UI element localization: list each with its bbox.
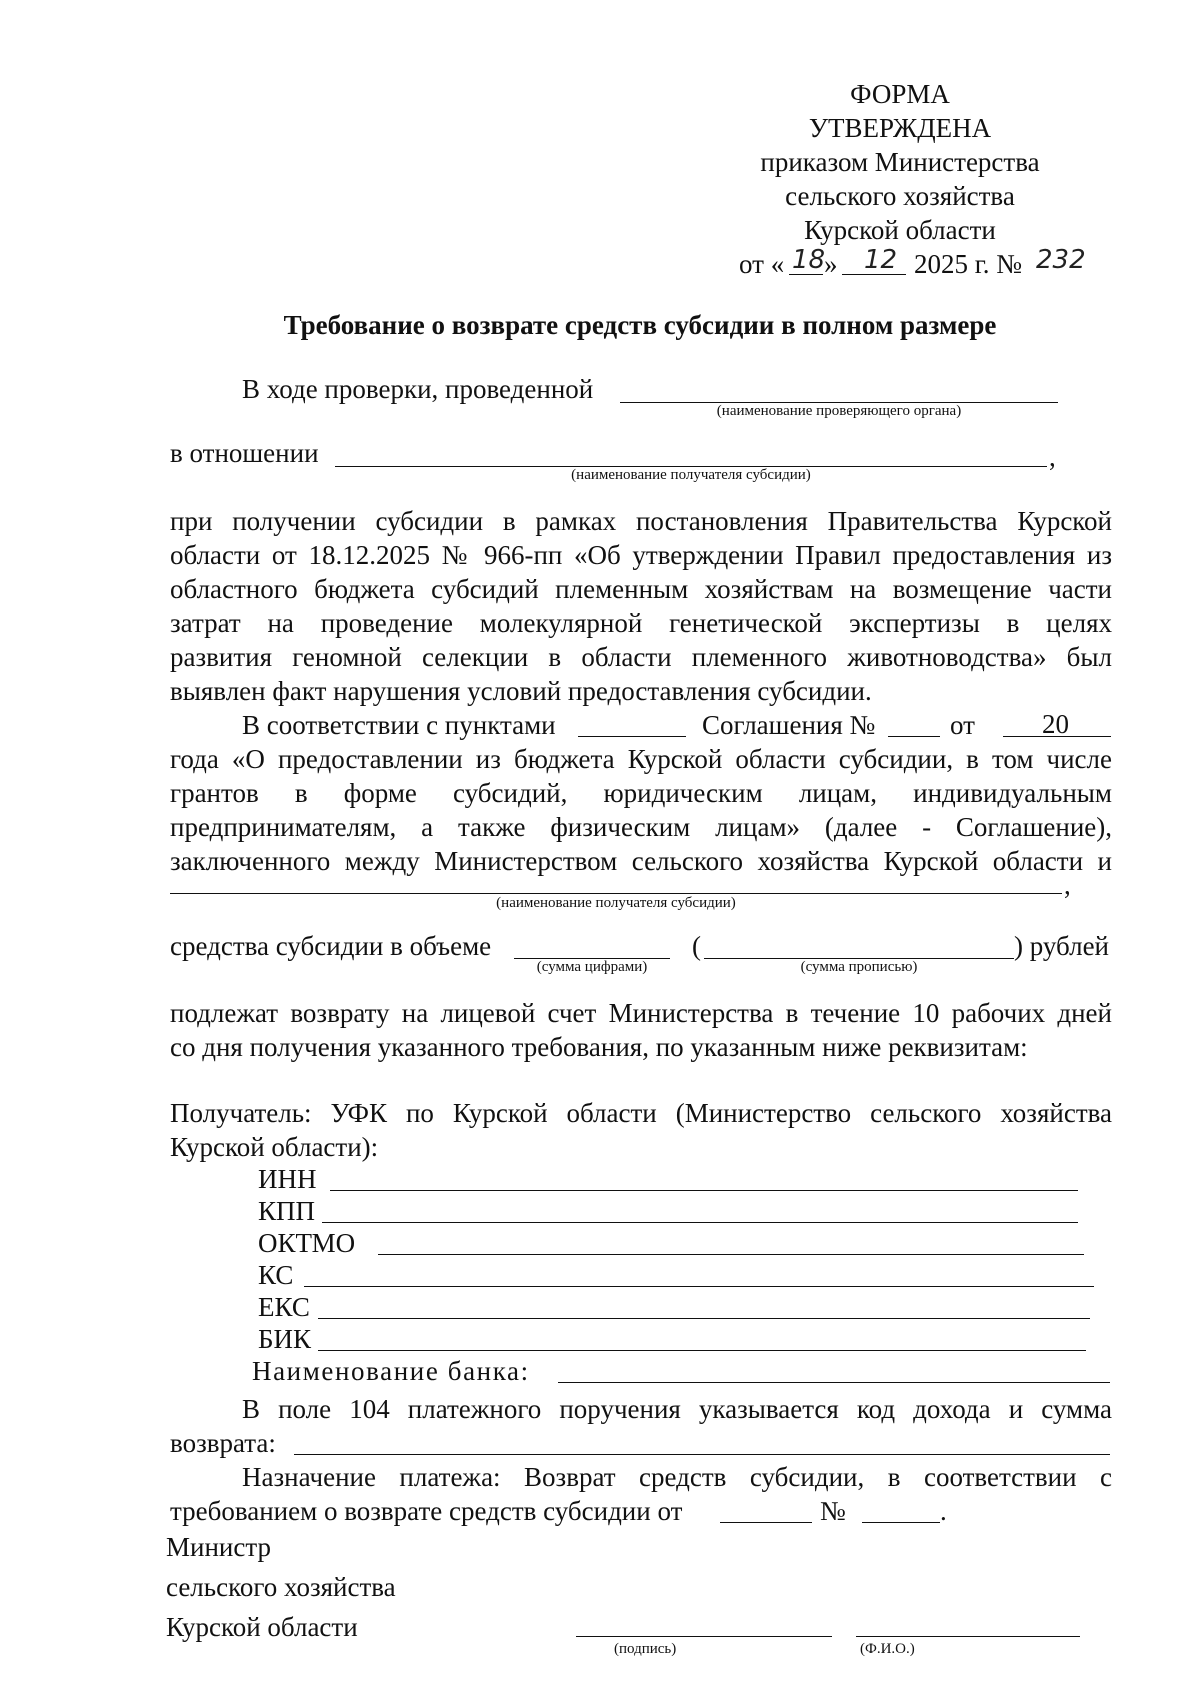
amount-rubles-text: ) рублей: [1014, 931, 1110, 961]
paragraph-line: предпринимателям, а также физическим лицам» (далее - Соглашение),: [170, 812, 1112, 842]
return-deadline-line: со дня получения указанного требования, по указанным ниже реквизитам:: [170, 1032, 1028, 1062]
bik-label: БИК: [258, 1324, 312, 1354]
inn-label: ИНН: [258, 1164, 317, 1194]
agreement-number-text: Соглашения №: [702, 710, 876, 740]
agreement-number-line: [888, 736, 940, 737]
paragraph-line: выявлен факт нарушения условий предоставления субсидии.: [170, 676, 872, 706]
agreement-from-text: от: [950, 710, 975, 740]
bik-line: [318, 1350, 1086, 1351]
agreement-points-text: В соответствии с пунктами: [242, 710, 556, 740]
inspecting-body-caption: (наименование проверяющего органа): [716, 403, 962, 419]
signatory-title: Министр: [166, 1532, 271, 1562]
oktmo-line: [378, 1254, 1084, 1255]
ks-line: [304, 1286, 1094, 1287]
paragraph-line: заключенного между Министерством сельского хозяйства Курской области и: [170, 846, 1112, 876]
recipient-line: Курской области):: [170, 1132, 379, 1162]
approval-number-handwritten: 232: [1036, 245, 1086, 275]
recipient-line: Получатель: УФК по Курской области (Министерство сельского хозяйства: [170, 1098, 1112, 1128]
purpose-number-line: [862, 1522, 940, 1523]
agreement-recipient-caption: (наименование получателя субсидии): [496, 895, 736, 911]
approval-date-prefix: от «: [739, 249, 785, 279]
approval-approved-label: УТВЕРЖДЕНА: [808, 113, 992, 143]
signature-line: [576, 1636, 832, 1637]
kpp-line: [322, 1222, 1078, 1223]
purpose-line: Назначение платежа: Возврат средств субсидии, в соответствии с: [242, 1462, 1112, 1492]
field104-line: возврата:: [170, 1428, 276, 1458]
ks-label: КС: [258, 1260, 294, 1290]
approval-order-label: приказом Министерства: [760, 147, 1040, 177]
approval-month-line: [842, 274, 906, 275]
amount-text: средства субсидии в объеме: [170, 931, 492, 961]
purpose-period: .: [940, 1496, 947, 1526]
kpp-label: КПП: [258, 1196, 316, 1226]
purpose-line: требованием о возврате средств субсидии от: [170, 1496, 683, 1526]
approval-region-label: Курской области: [804, 215, 996, 245]
amount-open-paren: (: [692, 931, 701, 961]
approval-year-number-label: 2025 г. №: [914, 249, 1023, 279]
return-deadline-line: подлежат возврату на лицевой счет Министерства в течение 10 рабочих дней: [170, 998, 1112, 1028]
document-title: Требование о возврате средств субсидии в полном размере: [283, 310, 997, 340]
purpose-number-sign: №: [820, 1496, 846, 1526]
inn-line: [330, 1190, 1078, 1191]
oktmo-label: ОКТМО: [258, 1228, 356, 1258]
amount-words-caption: (сумма прописью): [800, 959, 918, 975]
paragraph-line: развития геномной селекции в области племенного животноводства» был: [170, 642, 1112, 672]
amount-digits-caption: (сумма цифрами): [536, 959, 648, 975]
eks-label: ЕКС: [258, 1292, 310, 1322]
regarding-comma: ,: [1049, 442, 1056, 472]
paragraph-line: затрат на проведение молекулярной генетической экспертизы в целях: [170, 608, 1112, 638]
paragraph-line: области от 18.12.2025 № 966-пп «Об утверждении Правил предоставления из: [170, 540, 1112, 570]
eks-line: [318, 1318, 1090, 1319]
regarding-recipient-caption: (наименование получателя субсидии): [571, 467, 811, 483]
approval-day-handwritten: 18: [792, 245, 826, 275]
paragraph-line: года «О предоставлении из бюджета Курской области субсидии, в том числе: [170, 744, 1112, 774]
bank-label: Наименование банка:: [252, 1356, 530, 1386]
approval-date-mid: »: [824, 249, 838, 279]
field104-value-line: [294, 1454, 1110, 1455]
bank-line: [558, 1382, 1110, 1383]
purpose-date-line: [720, 1522, 812, 1523]
points-line: [578, 736, 686, 737]
agreement-year-prefix: 20: [1042, 709, 1069, 739]
signatory-title: сельского хозяйства: [166, 1572, 396, 1602]
field104-line: В поле 104 платежного поручения указывается код дохода и сумма: [242, 1394, 1112, 1424]
fio-line: [856, 1636, 1080, 1637]
approval-ministry-label: сельского хозяйства: [785, 181, 1015, 211]
paragraph-line: областного бюджета субсидий племенным хозяйствам на возмещение части: [170, 574, 1112, 604]
agreement-recipient-comma: ,: [1064, 870, 1071, 900]
fio-caption: (Ф.И.О.): [860, 1641, 915, 1657]
regarding-text: в отношении: [170, 438, 319, 468]
signature-caption: (подпись): [614, 1641, 677, 1657]
approval-month-handwritten: 12: [864, 245, 898, 275]
paragraph-line: грантов в форме субсидий, юридическим лицам, индивидуальным: [170, 778, 1112, 808]
signatory-title: Курской области: [166, 1612, 358, 1642]
paragraph-line: при получении субсидии в рамках постановления Правительства Курской: [170, 506, 1112, 536]
check-text: В ходе проверки, проведенной: [242, 374, 594, 404]
approval-form-label: ФОРМА: [850, 79, 950, 109]
approval-day-line: [789, 274, 823, 275]
